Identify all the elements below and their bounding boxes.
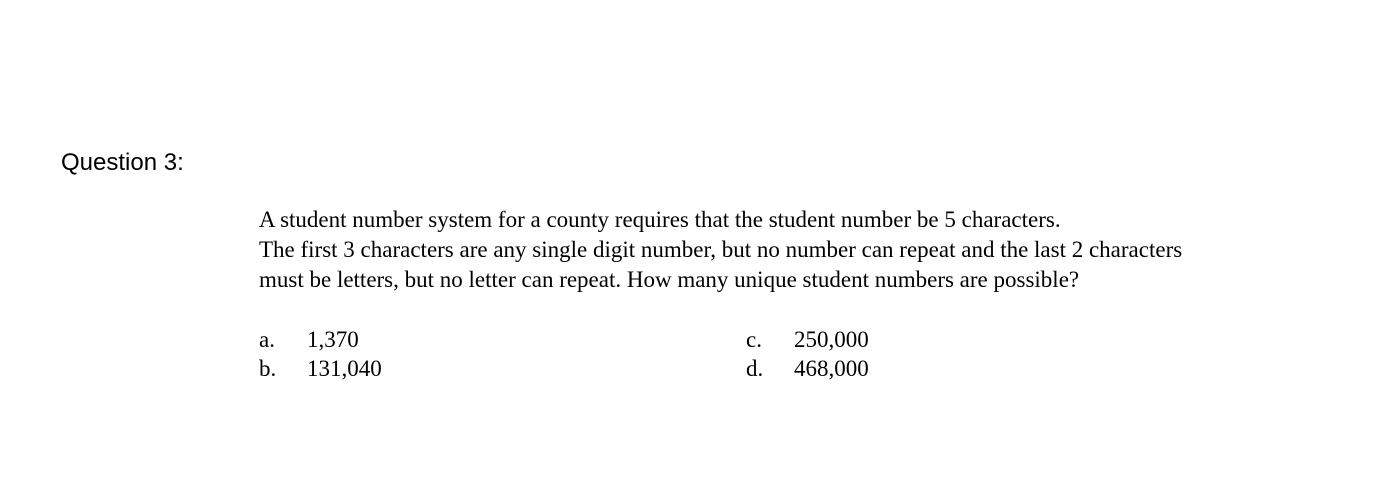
question-text [259,205,1339,295]
choice-letter: b. [259,356,277,381]
answer-choices-right [746,325,869,383]
answer-choices-left [259,325,382,383]
question-text-line: must be letters, but no letter can repeat. How many unique student numbers are possible? [259,267,1080,292]
answer-choice-d [746,354,869,383]
choice-value: 250,000 [794,327,869,352]
answer-choice-b [259,354,382,383]
question-heading: Question 3: [61,149,184,176]
question-text-line: The first 3 characters are any single digit number, but no number can repeat and the last 2 characters [259,237,1183,262]
choice-letter: c. [746,327,762,352]
choice-value: 1,370 [307,327,359,352]
choice-value: 131,040 [307,356,382,381]
answer-choice-a [259,325,382,354]
answer-choice-c [746,325,869,354]
question-text-line: A student number system for a county requires that the student number be 5 characters. [259,207,1061,232]
choice-value: 468,000 [794,356,869,381]
choice-letter: d. [746,356,764,381]
choice-letter: a. [259,327,275,352]
